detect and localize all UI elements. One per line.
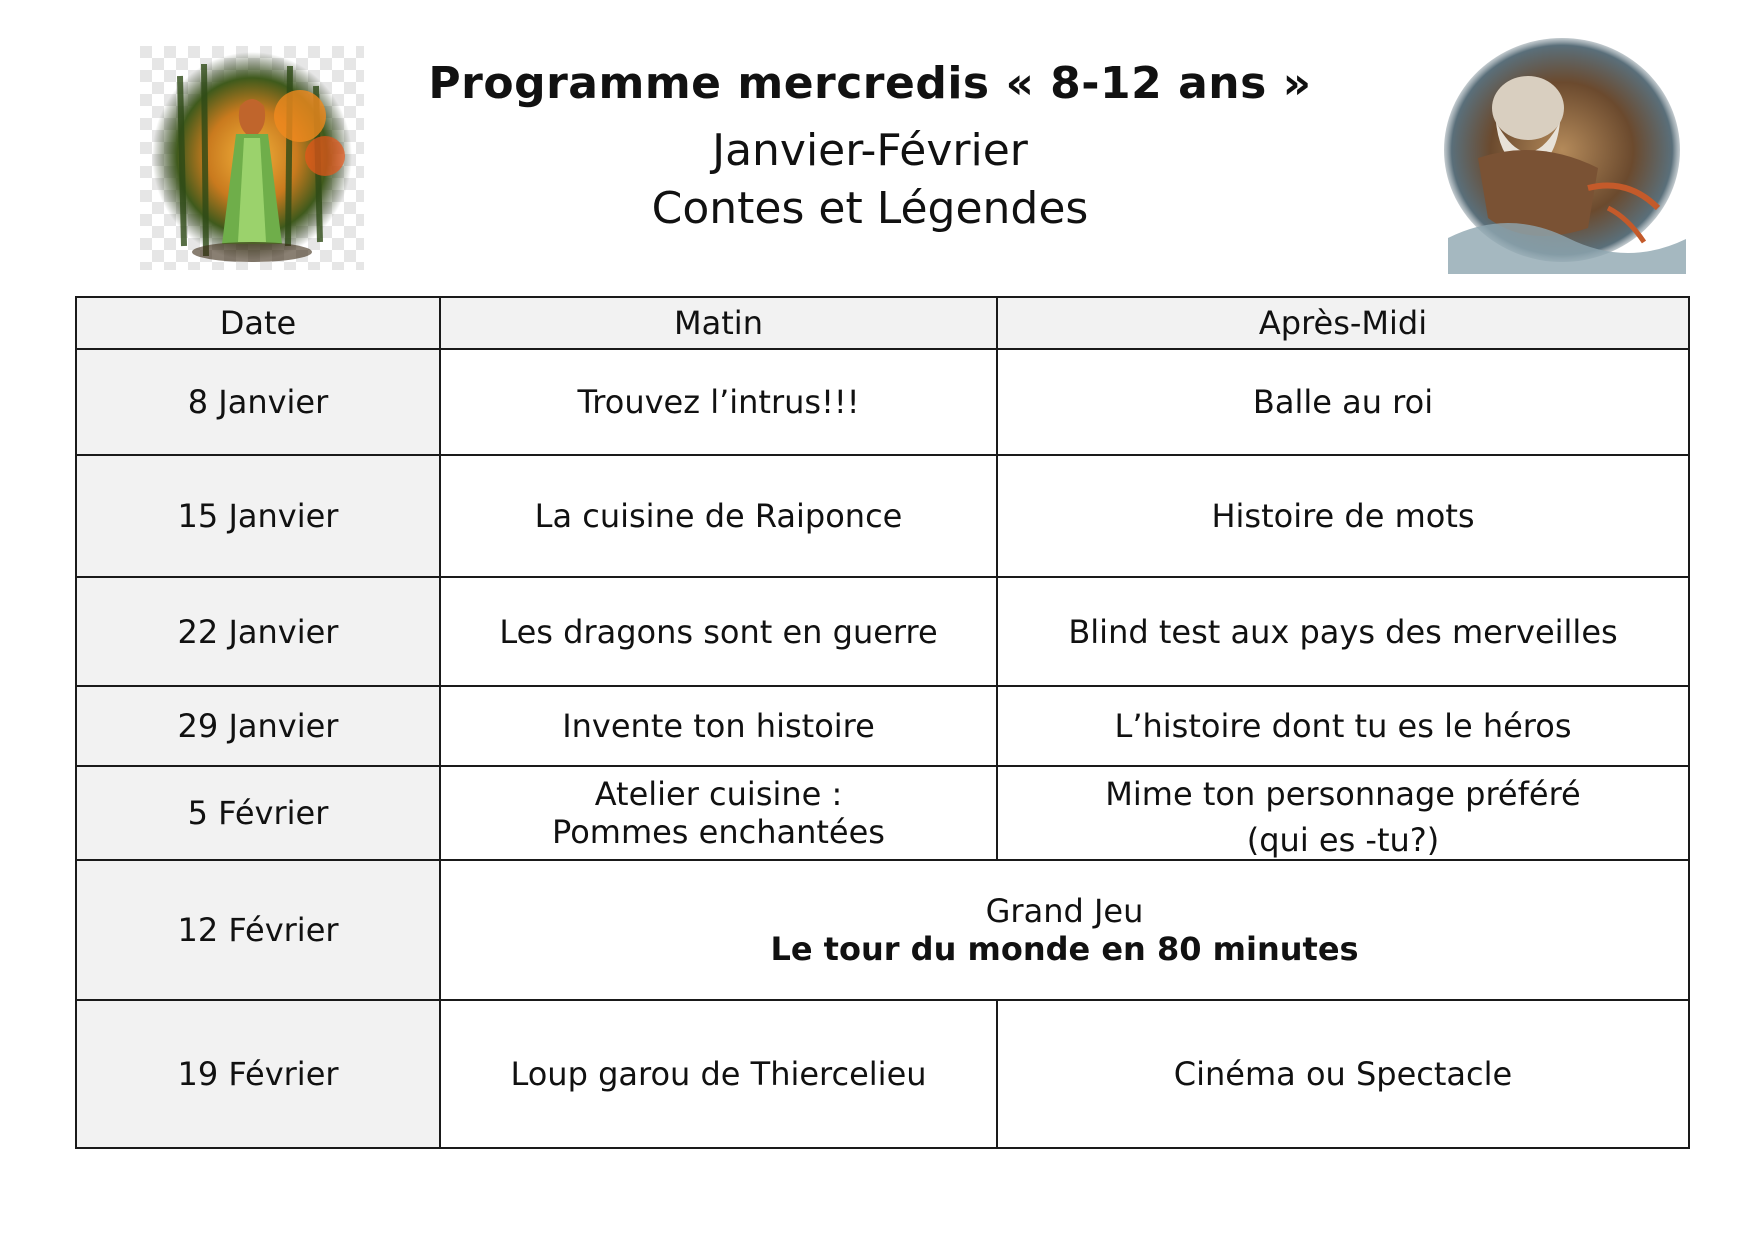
- date-cell: 12 Février: [76, 860, 440, 1000]
- afternoon-activity: Blind test aux pays des merveilles: [997, 577, 1689, 686]
- sea-giant-illustration: [1438, 38, 1686, 274]
- date-cell: 8 Janvier: [76, 349, 440, 455]
- morning-activity: Trouvez l’intrus!!!: [440, 349, 997, 455]
- morning-activity: Invente ton histoire: [440, 686, 997, 766]
- morning-activity: La cuisine de Raiponce: [440, 455, 997, 577]
- table-row: [76, 349, 1689, 455]
- program-table: [75, 296, 1690, 1149]
- date-cell: 15 Janvier: [76, 455, 440, 577]
- theme-subtitle: Contes et Légendes: [651, 183, 1089, 234]
- period-subtitle: Janvier-Février: [712, 125, 1028, 176]
- table-row: [76, 860, 1689, 1000]
- afternoon-activity: Cinéma ou Spectacle: [997, 1000, 1689, 1148]
- table-row: [76, 1000, 1689, 1148]
- morning-activity: Les dragons sont en guerre: [440, 577, 997, 686]
- page-title: Programme mercredis « 8-12 ans »: [428, 58, 1312, 109]
- table-header-row: [76, 297, 1689, 349]
- date-cell: 19 Février: [76, 1000, 440, 1148]
- morning-activity-line: Pommes enchantées: [552, 813, 885, 851]
- afternoon-activity: Balle au roi: [997, 349, 1689, 455]
- date-cell: 22 Janvier: [76, 577, 440, 686]
- afternoon-activity: L’histoire dont tu es le héros: [997, 686, 1689, 766]
- morning-activity: Loup garou de Thiercelieu: [440, 1000, 997, 1148]
- full-day-activity-label: Grand Jeu: [985, 892, 1144, 930]
- column-header-apres-midi: Après-Midi: [997, 297, 1689, 349]
- date-cell: 29 Janvier: [76, 686, 440, 766]
- afternoon-activity-line: (qui es -tu?): [1246, 821, 1440, 859]
- afternoon-activity: [997, 766, 1689, 860]
- table-row: [76, 577, 1689, 686]
- full-day-activity: [440, 860, 1689, 1000]
- afternoon-activity-line: Mime ton personnage préféré: [1105, 775, 1581, 813]
- morning-activity-line: Atelier cuisine :: [594, 775, 843, 813]
- fairy-forest-illustration: [140, 46, 364, 270]
- date-cell: 5 Février: [76, 766, 440, 860]
- column-header-date: Date: [76, 297, 440, 349]
- afternoon-activity: Histoire de mots: [997, 455, 1689, 577]
- table-row: [76, 686, 1689, 766]
- column-header-matin: Matin: [440, 297, 997, 349]
- full-day-activity-title: Le tour du monde en 80 minutes: [770, 930, 1359, 968]
- table-row: [76, 455, 1689, 577]
- morning-activity: [440, 766, 997, 860]
- table-row: [76, 766, 1689, 860]
